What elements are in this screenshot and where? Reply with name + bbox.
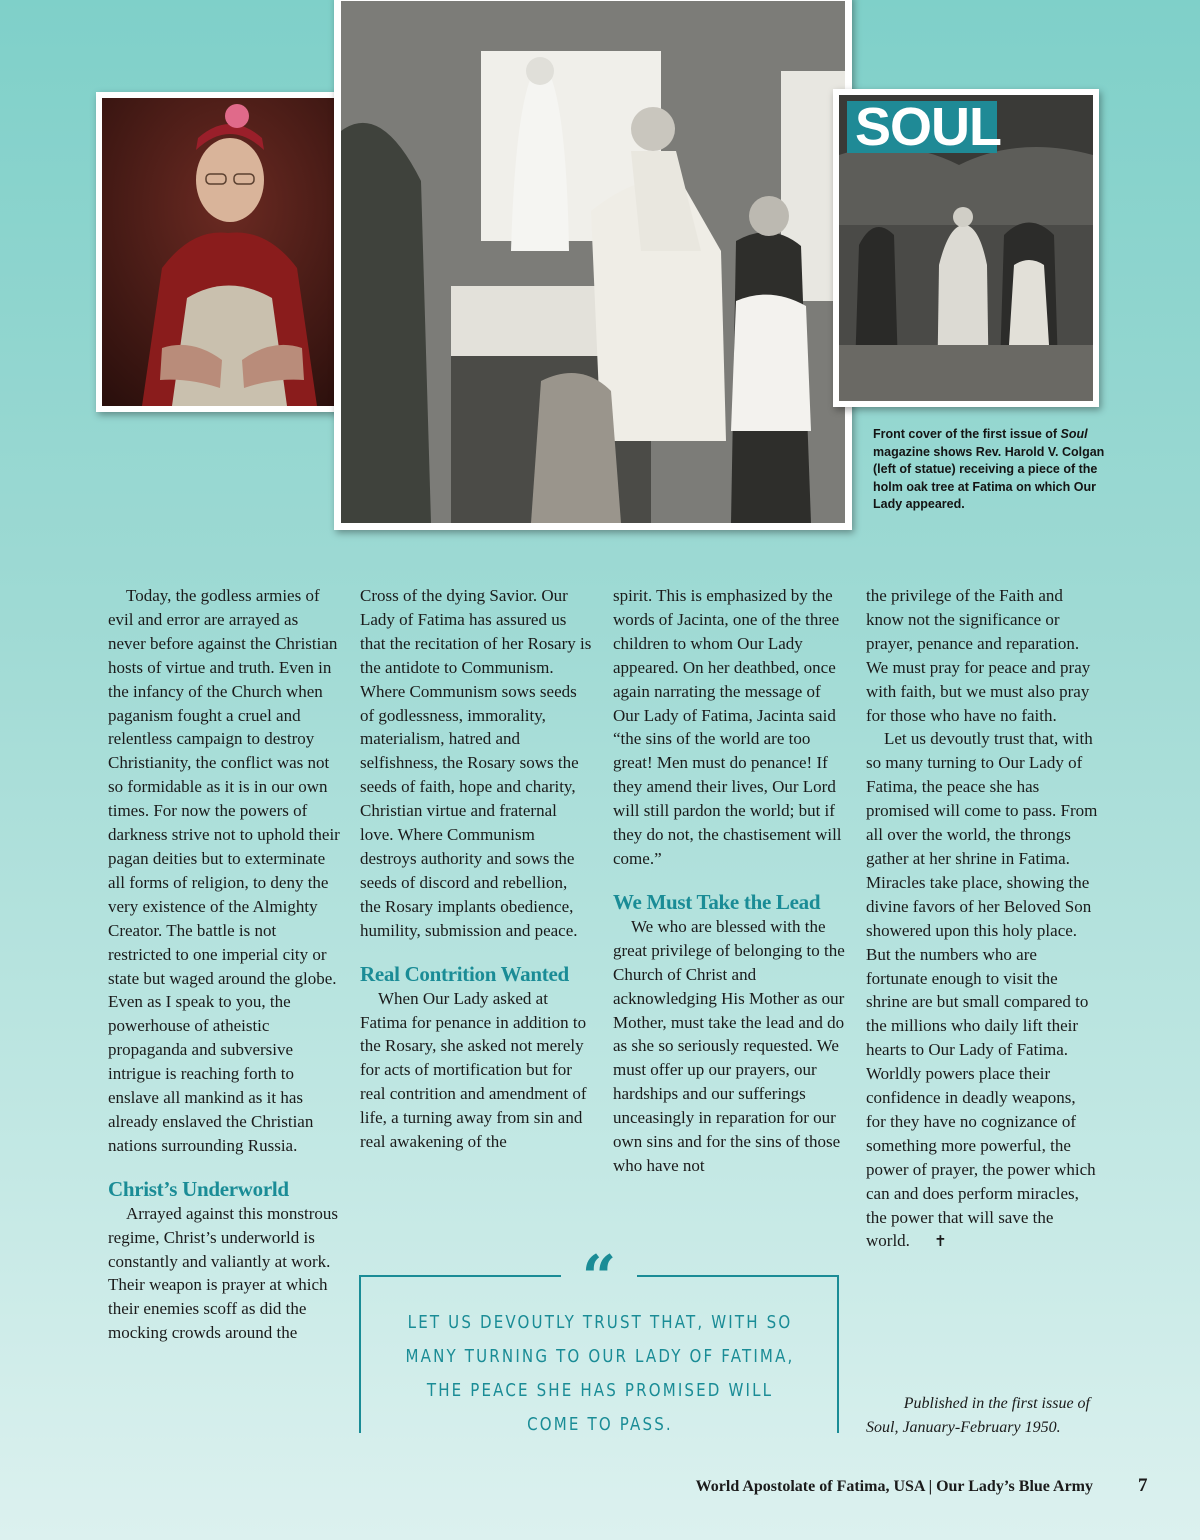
caption-part2: magazine shows Rev. Harold V. Colgan (left of statue) receiving a piece of the holm oak tree at Fatima on which Our Lady appeared. bbox=[873, 444, 1105, 512]
article-column-3 bbox=[613, 584, 845, 1178]
paragraph-5-text: Let us devoutly trust that, with so many turning to Our Lady of Fatima, the peace she has promised will come to pass. From all over the world, the throngs gather at her shrine in Fatima. Miracles take place, showing the divine favors of her Beloved Son showered upon this holy place. But the numbers who are fortunate enough to visit the shrine are but small compared to the millions who daily lift their hearts to Our Lady of Fatima. Worldly powers place their confidence in deadly weapons, for they have no cognizance of something more powerful, the power of prayer, the power which can and does perform miracles, the power that will save the world. bbox=[866, 729, 1098, 1251]
mass-photo bbox=[334, 0, 852, 530]
paragraph-4b: the privilege of the Faith and know not the significance or prayer, penance and reparation. We must pray for peace and pray with faith, but we must also pray for those who have no faith. bbox=[866, 586, 1091, 725]
pullquote-rule-right bbox=[637, 1275, 839, 1277]
soul-cover-photo bbox=[833, 89, 1099, 407]
portrait-photo bbox=[96, 92, 360, 412]
paragraph-2a: Arrayed against this monstrous regime, Christ’s underworld is constantly and valiantly at work. Their weapon is prayer at which their enemies scoff as did the mocking crowds around the bbox=[108, 1203, 338, 1343]
quote-mark-icon: “ bbox=[581, 1243, 617, 1313]
pullquote-rule-left bbox=[359, 1275, 561, 1277]
paragraph-2b: Cross of the dying Savior. Our Lady of Fatima has assured us that the recitation of her Rosary is the antidote to Communism. Where Communism sows seeds of godlessness, immorality, materialism, hatred and selfishness, the Rosary sows the seeds of faith, hope and charity, Christian virtue and fraternal love. Where Communism destroys authority and sows the seeds of discord and rebellion, the Rosary implants obedience, humility, submission and peace. bbox=[360, 586, 592, 940]
pullquote-text: LET US DEVOUTLY TRUST THAT, WITH SO MANY TURNING TO OUR LADY OF FATIMA, THE PEACE SHE HAS PROMISED WILL COME TO PASS. bbox=[405, 1313, 795, 1435]
paragraph-1: Today, the godless armies of evil and error are arrayed as never before against the Christian hosts of virtue and truth. Even in the infancy of the Church when paganism fought a cruel and relentless campaign to destroy Christianity, the conflict was not so formidable as it is in our own times. For now the powers of darkness strive not to uphold their pagan deities but to exterminate all forms of religion, to deny the very existence of the Almighty Creator. The battle is not restricted to one imperial city or state but waged around the globe. Even as I speak to you, the powerhouse of atheistic propaganda and subversive intrigue is reaching forth to enslave all mankind as it has already enslaved the Christian nations surrounding Russia. bbox=[108, 586, 340, 1155]
paragraph-5 bbox=[866, 727, 1098, 1254]
paragraph-3a: When Our Lady asked at Fatima for penance in addition to the Rosary, she asked not merely for acts of mortification but for real contrition and amendment of life, a turning away from sin and real awakening of the bbox=[360, 988, 587, 1152]
cross-icon: ✝ bbox=[934, 1232, 947, 1251]
heading-take-the-lead: We Must Take the Lead bbox=[613, 889, 821, 914]
paragraph-3b: spirit. This is emphasized by the words of Jacinta, one of the three children to whom Our Lady appeared. On her deathbed, once again narrating the message of Our Lady of Fatima, Jacinta said “the sins of the world are too great! Men must do penance! If they amend their lives, Our Lord will still pardon the world; but if they do not, the chastisement will come.” bbox=[613, 586, 842, 868]
article-column-2 bbox=[360, 584, 592, 1154]
heading-real-contrition: Real Contrition Wanted bbox=[360, 961, 569, 986]
page-number: 7 bbox=[1138, 1475, 1148, 1496]
footer-publication: World Apostolate of Fatima, USA | Our Lady’s Blue Army bbox=[695, 1478, 1093, 1495]
article-column-4 bbox=[866, 584, 1098, 1254]
caption-italic: Soul bbox=[1060, 427, 1088, 441]
heading-christs-underworld: Christ’s Underworld bbox=[108, 1176, 289, 1201]
publication-note-line2: Soul, January-February 1950. bbox=[866, 1418, 1061, 1436]
article-column-1 bbox=[108, 584, 340, 1345]
caption-part1: Front cover of the first issue of bbox=[873, 427, 1061, 441]
photo-caption bbox=[873, 426, 1108, 514]
publication-note-line1: Published in the first issue of bbox=[903, 1395, 1090, 1412]
paragraph-4a: We who are blessed with the great privilege of belonging to the Church of Christ and acknowledging His Mother as our Mother, must take the lead and do as she so seriously requested. We must offer up our prayers, our hardships and our sufferings unceasingly in reparation for our own sins and for the sins of those who have not bbox=[613, 916, 845, 1175]
cover-title: SOUL bbox=[847, 101, 997, 153]
publication-note bbox=[866, 1392, 1106, 1439]
